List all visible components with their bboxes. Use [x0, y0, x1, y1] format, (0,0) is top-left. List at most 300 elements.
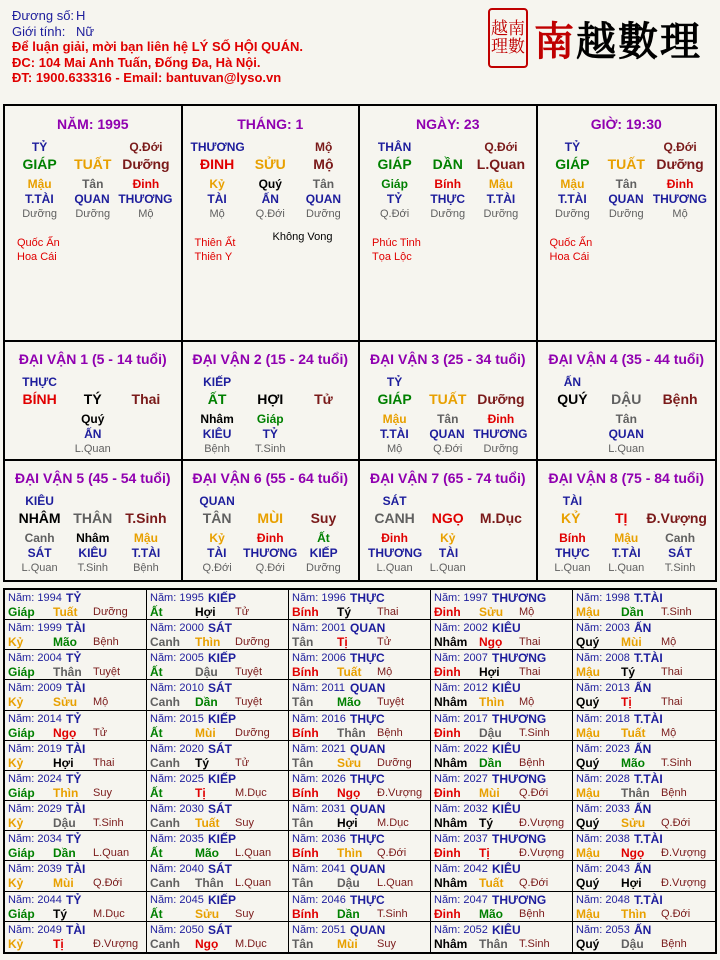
cell-row — [183, 494, 359, 509]
year-line-2 — [150, 907, 286, 921]
gioi-tinh-label: Giới tính: — [12, 23, 66, 39]
year-line-2 — [292, 756, 428, 770]
luck-cell — [538, 461, 716, 580]
year-line-1 — [292, 651, 428, 665]
cell-text — [474, 531, 527, 546]
year-branch: Mùi — [337, 936, 358, 951]
star-item: Hoa Cái — [17, 251, 57, 263]
year-star: KIÊU — [492, 922, 521, 937]
year-label: Năm: 1998 — [576, 592, 630, 604]
cell-text — [66, 494, 119, 509]
cell-text: CANH — [374, 510, 415, 526]
year-star: KIẾP — [208, 591, 237, 605]
year-line-1 — [150, 681, 286, 695]
year-line-1 — [150, 923, 286, 937]
star-list — [360, 236, 536, 264]
cell-text: Bệnh — [204, 443, 230, 455]
year-stage: Suy — [235, 907, 254, 920]
year-label: Năm: 2023 — [576, 742, 630, 755]
year-stem: Nhâm — [434, 936, 468, 951]
year-cell — [431, 741, 573, 771]
cell-row — [360, 375, 536, 390]
year-line-2 — [292, 937, 428, 951]
year-label: Năm: 2029 — [8, 803, 62, 816]
year-line-2 — [434, 846, 570, 860]
duong-so-value: H — [76, 8, 86, 23]
year-line-2 — [8, 937, 144, 951]
year-stage: Thai — [93, 756, 115, 769]
year-line-1 — [434, 923, 570, 937]
year-star: TỶ — [66, 591, 82, 605]
cell-title: ĐẠI VẬN 2 (15 - 24 tuổi) — [192, 351, 349, 367]
year-stage: L.Quan — [377, 877, 414, 890]
year-stage: Mộ — [519, 696, 535, 709]
year-line-1 — [292, 862, 428, 876]
year-line-1 — [8, 621, 144, 635]
year-stage: Suy — [235, 817, 254, 830]
year-branch: Tị — [479, 846, 490, 861]
cell-text: Mậu — [382, 412, 407, 426]
year-cell — [573, 620, 715, 650]
year-branch: Dần — [53, 846, 76, 861]
year-cell — [147, 741, 289, 771]
cell-text: Dưỡng — [483, 443, 519, 455]
year-branch: Tý — [195, 755, 210, 770]
cell-text — [474, 561, 527, 576]
year-stage: Bệnh — [519, 907, 545, 920]
cell-title: ĐẠI VẬN 3 (25 - 34 tuổi) — [369, 351, 526, 367]
year-line-2 — [292, 816, 428, 830]
cell-text: Quý — [258, 177, 282, 191]
duong-so-label: Đương số: — [12, 8, 75, 23]
cell-text: BÍNH — [22, 391, 57, 407]
cell-text: GIÁP — [22, 156, 57, 172]
year-star: QUAN — [350, 681, 386, 696]
cell-text: QUAN — [305, 192, 342, 206]
cell-row — [5, 561, 181, 576]
year-cell — [573, 590, 715, 620]
cell-row — [360, 442, 536, 457]
cell-text — [119, 412, 172, 427]
year-stem: Bính — [292, 725, 319, 740]
year-stem: Bính — [292, 906, 319, 921]
year-branch: Dậu — [337, 876, 360, 891]
cell-text — [66, 375, 119, 390]
year-label: Năm: 2030 — [150, 803, 204, 816]
cell-row — [5, 509, 181, 528]
cell-text: Q.Đới — [129, 140, 163, 154]
year-star: KIẾP — [208, 651, 237, 666]
cell-row — [360, 207, 536, 222]
year-star: THỰC — [350, 832, 385, 847]
cell-text: Kỷ — [440, 531, 456, 545]
year-line-2 — [8, 756, 144, 770]
cell-text — [599, 375, 653, 390]
cell-text: T.Sinh — [254, 443, 286, 455]
year-stem: Nhâm — [434, 695, 468, 710]
cell-row — [183, 442, 359, 457]
year-branch: Mão — [53, 635, 77, 650]
year-cell — [431, 801, 573, 831]
year-cell — [573, 922, 715, 952]
year-label: Năm: 2028 — [576, 772, 630, 785]
cell-title: NGÀY: 23 — [415, 116, 480, 132]
year-star: THƯƠNG — [492, 651, 547, 666]
year-line-2 — [434, 816, 570, 830]
year-line-2 — [576, 605, 713, 619]
year-label: Năm: 2013 — [576, 682, 630, 695]
year-stem: Bính — [292, 605, 319, 619]
year-star: KIẾP — [208, 892, 237, 907]
year-stem: Quý — [576, 816, 600, 831]
cell-row — [183, 531, 359, 546]
cell-text — [474, 494, 527, 509]
year-star: KIÊU — [492, 741, 521, 756]
year-label: Năm: 2050 — [150, 923, 204, 936]
year-stem: Mậu — [576, 605, 600, 619]
year-label: Năm: 2033 — [576, 803, 630, 816]
year-branch: Tý — [621, 665, 636, 680]
pillars-cell — [5, 106, 183, 340]
year-line-2 — [150, 605, 286, 619]
cell-text — [119, 442, 172, 457]
year-cell — [147, 892, 289, 922]
year-line-1 — [434, 893, 570, 907]
cell-text: DẦN — [432, 156, 463, 172]
year-line-1 — [434, 832, 570, 846]
year-stage: Tuyệt — [235, 696, 263, 709]
year-label: Năm: 2002 — [434, 622, 488, 635]
year-cell — [5, 741, 147, 771]
cell-title: ĐẠI VẬN 7 (65 - 74 tuổi) — [369, 470, 526, 486]
year-stem: Canh — [150, 936, 180, 951]
year-branch: Tuất — [621, 725, 646, 740]
year-stem: Bính — [292, 665, 319, 680]
year-star: THƯƠNG — [492, 711, 547, 726]
year-line-1 — [8, 591, 144, 605]
cell-text: L.Quan — [608, 562, 645, 574]
contact-line-3: ĐT: 1900.633316 - Email: bantuvan@lyso.vn — [12, 70, 282, 85]
year-line-2 — [576, 665, 713, 679]
year-line-1 — [8, 862, 144, 876]
cell-row — [183, 412, 359, 427]
year-line-1 — [576, 681, 713, 695]
cell-text: SÁT — [27, 546, 52, 560]
year-branch: Ngọ — [621, 846, 645, 861]
cell-text: Tân — [82, 177, 104, 191]
year-cell — [5, 771, 147, 801]
year-branch: Tuất — [337, 665, 362, 680]
cell-row — [538, 177, 716, 192]
cell-text — [297, 494, 350, 509]
year-cell — [147, 620, 289, 650]
cell-text: Kỷ — [209, 177, 225, 191]
cell-row — [538, 412, 716, 427]
year-branch: Dần — [621, 605, 644, 619]
year-stage: Dưỡng — [235, 726, 270, 739]
year-stage: M.Dục — [93, 907, 125, 920]
year-line-2 — [434, 756, 570, 770]
year-stem: Mậu — [576, 665, 600, 680]
year-line-2 — [434, 937, 570, 951]
year-branch: Dậu — [621, 936, 644, 951]
year-stage: Q.Đới — [661, 817, 691, 830]
year-cell — [289, 650, 431, 680]
cell-text: THÂN — [73, 510, 113, 526]
cell-text: TÀI — [207, 192, 227, 206]
cell-text: Mộ — [672, 208, 688, 220]
year-line-1 — [150, 651, 286, 665]
cell-text: GIÁP — [377, 391, 412, 407]
year-line-2 — [150, 665, 286, 679]
cell-row — [5, 427, 181, 442]
year-line-2 — [150, 635, 286, 649]
year-line-1 — [576, 923, 713, 937]
cell-text: THƯƠNG — [368, 546, 423, 560]
year-line-1 — [292, 621, 428, 635]
year-label: Năm: 1996 — [292, 592, 346, 604]
year-label: Năm: 2031 — [292, 803, 346, 816]
year-star: TỶ — [66, 651, 82, 666]
cell-text: TÀI — [562, 494, 583, 508]
cell-row — [183, 177, 359, 192]
year-cell — [573, 680, 715, 710]
year-star: KIÊU — [492, 862, 521, 877]
year-label: Năm: 2036 — [292, 833, 346, 846]
cell-text — [119, 494, 172, 509]
year-cell — [5, 650, 147, 680]
cell-row — [5, 494, 181, 509]
year-cell — [431, 590, 573, 620]
cell-text: Q.Đới — [484, 140, 518, 154]
cell-text: L.Quan — [74, 443, 111, 455]
year-cell — [289, 711, 431, 741]
year-label: Năm: 2042 — [434, 863, 488, 876]
year-line-1 — [292, 772, 428, 786]
cell-text: M.Dục — [479, 510, 522, 526]
year-line-2 — [292, 786, 428, 800]
cell-text — [653, 412, 707, 427]
year-cell — [147, 922, 289, 952]
year-label: Năm: 2024 — [8, 772, 62, 785]
year-branch: Sửu — [195, 906, 220, 921]
year-star: THƯƠNG — [492, 832, 547, 847]
year-line-1 — [8, 651, 144, 665]
year-stage: L.Quan — [235, 877, 272, 890]
year-stem: Tân — [292, 755, 314, 770]
cell-text: HỢI — [257, 391, 284, 407]
year-line-2 — [150, 876, 286, 890]
cell-text: Mậu — [560, 177, 585, 191]
year-star: SÁT — [208, 862, 232, 877]
year-line-1 — [292, 591, 428, 605]
cell-text: KIÊU — [78, 546, 108, 560]
cell-text: MÙI — [257, 510, 284, 526]
year-cell — [289, 741, 431, 771]
year-line-1 — [8, 802, 144, 816]
cell-text — [297, 412, 350, 427]
year-stage: T.Sinh — [519, 937, 550, 950]
year-stage: Dưỡng — [235, 636, 270, 649]
year-stem: Kỷ — [8, 816, 24, 831]
year-label: Năm: 2049 — [8, 923, 62, 936]
cell-text: T.Sinh — [664, 562, 696, 574]
year-stem: Quý — [576, 876, 600, 891]
year-branch: Sửu — [337, 755, 362, 770]
year-star: QUAN — [350, 862, 386, 877]
year-label: Năm: 2040 — [150, 863, 204, 876]
year-stem: Tân — [292, 936, 314, 951]
year-cell — [289, 861, 431, 891]
year-stage: Đ.Vượng — [661, 847, 707, 860]
cell-text: KIẾP — [309, 546, 338, 560]
year-cell — [147, 861, 289, 891]
year-stage: Thai — [519, 666, 541, 679]
cell-text — [297, 375, 350, 390]
year-line-2 — [576, 635, 713, 649]
year-star: QUAN — [350, 621, 386, 636]
year-star: ẤN — [634, 621, 652, 636]
year-line-2 — [8, 635, 144, 649]
year-cell — [147, 680, 289, 710]
year-star: KIẾP — [208, 711, 237, 726]
year-label: Năm: 2051 — [292, 923, 346, 936]
year-star: TÀI — [66, 741, 86, 756]
year-stage: Bệnh — [661, 937, 687, 950]
cell-row — [183, 546, 359, 561]
cell-text: Dưỡng — [306, 562, 341, 574]
cell-text: NGỌ — [431, 510, 464, 526]
cell-text: THỰC — [22, 375, 57, 389]
cell-text — [119, 375, 172, 390]
year-cell — [431, 650, 573, 680]
cell-text: KỶ — [561, 510, 581, 526]
year-branch: Tị — [337, 635, 348, 650]
year-label: Năm: 2001 — [292, 622, 346, 635]
year-label: Năm: 2014 — [8, 712, 62, 725]
year-star: TÀI — [66, 621, 86, 636]
year-star: TỶ — [66, 832, 82, 847]
year-star: TỶ — [66, 771, 82, 786]
year-stem: Nhâm — [434, 755, 468, 770]
cell-text: DẬU — [611, 391, 642, 407]
year-stage: Bệnh — [519, 756, 545, 769]
year-branch: Tuất — [479, 876, 504, 891]
year-star: ẤN — [634, 862, 652, 877]
cell-text: Dưỡng — [306, 208, 341, 220]
year-cell — [289, 831, 431, 861]
seal-stamp: 越南 理數 — [488, 8, 528, 68]
year-cell — [573, 771, 715, 801]
cell-text: T.TÀI — [486, 192, 516, 206]
year-branch: Tuất — [53, 605, 78, 619]
cell-text: Đinh — [666, 177, 694, 191]
year-cell — [5, 711, 147, 741]
cell-title: THÁNG: 1 — [237, 116, 304, 132]
cell-text: KIÊU — [202, 427, 232, 441]
year-star: SÁT — [208, 681, 232, 696]
cell-text: Dưỡng — [22, 208, 57, 220]
cell-row — [538, 192, 716, 207]
gioi-tinh-value: Nữ — [76, 23, 95, 39]
year-line-1 — [434, 591, 570, 605]
year-star: KIẾP — [208, 771, 237, 786]
chart-info — [12, 8, 303, 86]
year-line-1 — [8, 832, 144, 846]
year-stem: Ất — [150, 665, 163, 680]
year-stage: Q.Đới — [519, 786, 549, 799]
year-cell — [147, 711, 289, 741]
cell-text — [599, 494, 653, 509]
cell-text — [653, 442, 707, 457]
year-stage: Tuyệt — [235, 666, 263, 679]
cell-text: Mậu — [27, 177, 52, 191]
cell-text: Q.Đới — [433, 443, 463, 455]
cell-text — [599, 140, 653, 155]
year-branch: Thân — [195, 876, 224, 891]
cell-title: ĐẠI VẬN 8 (75 - 84 tuổi) — [548, 470, 705, 486]
cell-title: ĐẠI VẬN 4 (35 - 44 tuổi) — [548, 351, 705, 367]
year-star: KIÊU — [492, 802, 521, 817]
cell-row — [538, 375, 716, 390]
cell-text: Dưỡng — [555, 208, 590, 220]
cell-text: QUAN — [429, 427, 465, 441]
year-star: SÁT — [208, 621, 232, 636]
year-line-2 — [292, 605, 428, 619]
year-stage: L.Quan — [235, 847, 272, 860]
cell-title: ĐẠI VẬN 5 (45 - 54 tuổi) — [14, 470, 171, 486]
cell-text: KIÊU — [25, 494, 54, 508]
year-stem: Giáp — [8, 605, 35, 619]
year-stem: Kỷ — [8, 635, 24, 650]
cell-text: Quý — [81, 412, 105, 426]
cell-text: Thai — [131, 391, 161, 407]
year-stage: Đ.Vượng — [519, 847, 565, 860]
year-branch: Mùi — [195, 725, 216, 740]
year-cell — [147, 771, 289, 801]
year-stage: M.Dục — [235, 786, 267, 799]
year-line-2 — [576, 876, 713, 890]
cell-text: T.Sinh — [77, 562, 109, 574]
year-stage: Tuyệt — [93, 666, 121, 679]
luck-cell — [360, 461, 538, 580]
year-line-2 — [8, 907, 144, 921]
cell-row — [183, 375, 359, 390]
year-stem: Tân — [292, 635, 314, 650]
year-branch: Thân — [479, 936, 508, 951]
year-star: THỰC — [350, 591, 385, 605]
cell-text: ẤN — [84, 427, 102, 441]
cell-text: Tân — [437, 412, 459, 426]
year-line-1 — [434, 802, 570, 816]
year-line-1 — [292, 832, 428, 846]
year-branch: Thân — [337, 725, 366, 740]
year-line-1 — [150, 862, 286, 876]
cell-text: L.Quan — [608, 443, 645, 455]
cell-row — [183, 561, 359, 576]
year-label: Năm: 2048 — [576, 893, 630, 906]
year-label: Năm: 2012 — [434, 682, 488, 695]
cell-text — [653, 494, 707, 509]
year-stage: Bệnh — [93, 636, 119, 649]
annual-pillars-table — [3, 588, 717, 954]
cell-text: GIÁP — [555, 156, 590, 172]
cell-text: Dưỡng — [656, 156, 704, 172]
cell-text: TÀI — [438, 546, 459, 560]
year-stem: Mậu — [576, 906, 600, 921]
year-label: Năm: 2047 — [434, 893, 488, 906]
year-stem: Mậu — [576, 725, 600, 740]
